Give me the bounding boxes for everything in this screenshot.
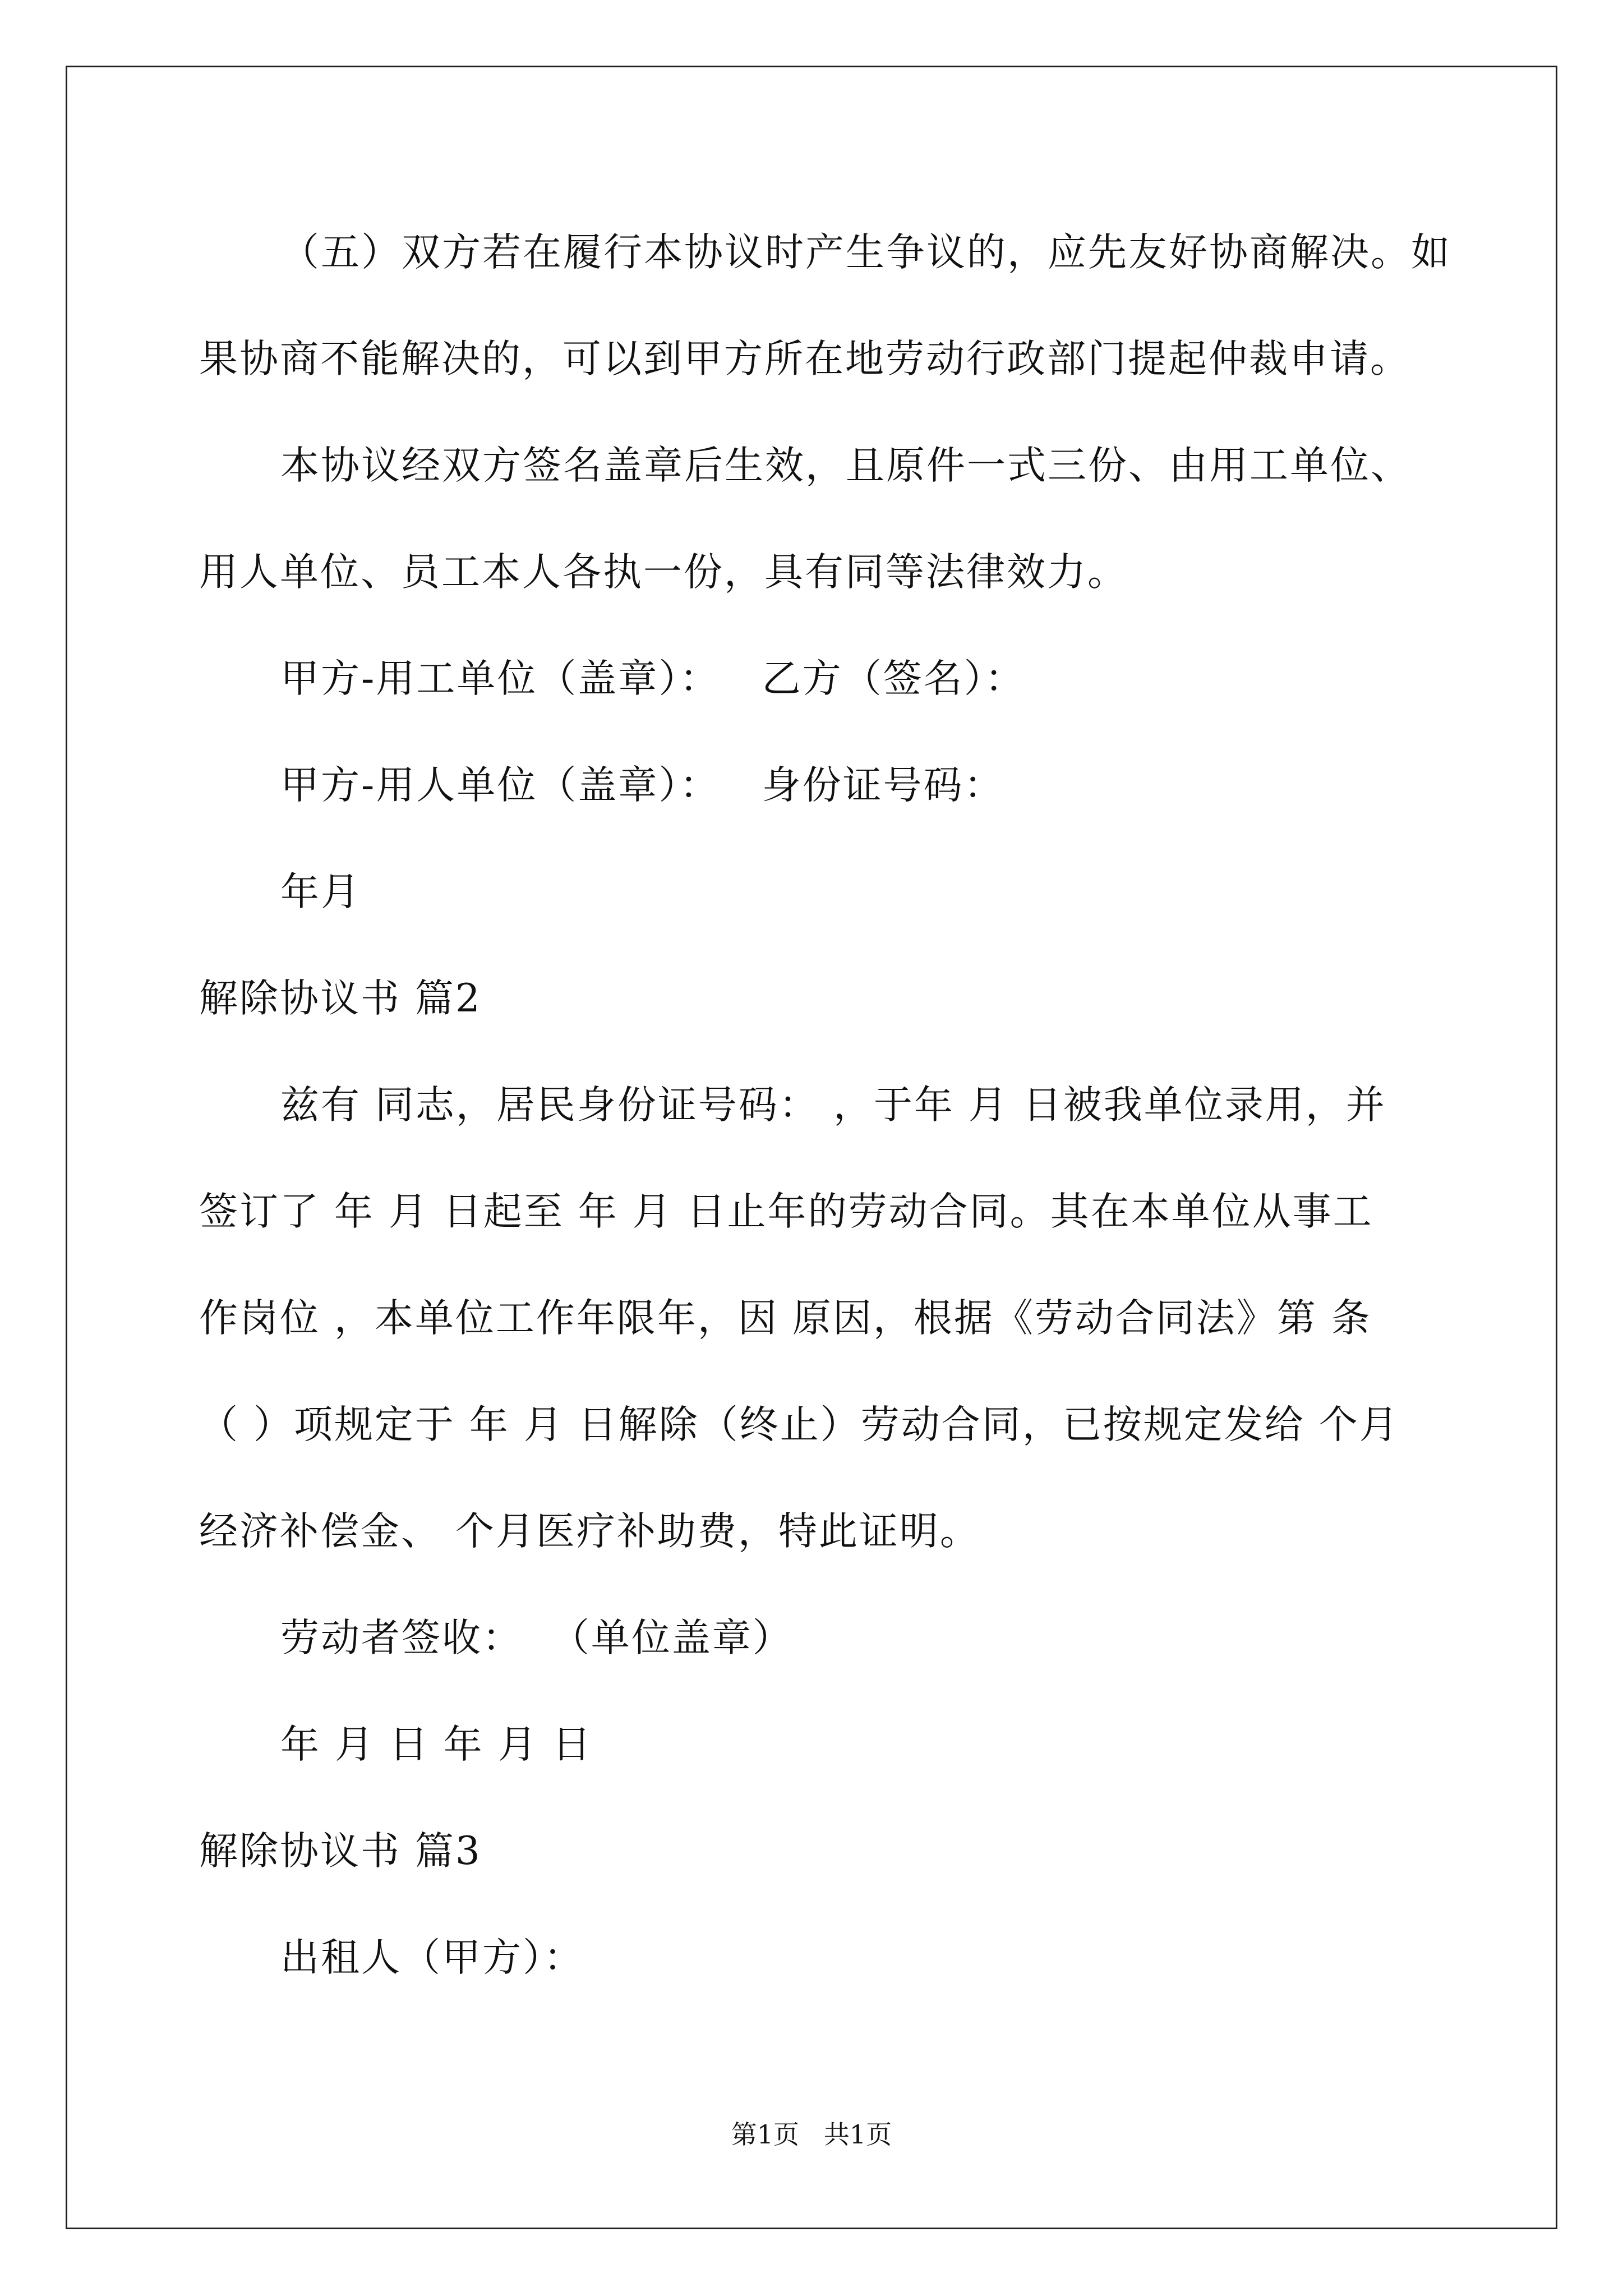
page-border (66, 66, 1557, 2229)
paragraph-line: 出租人（甲方）： (280, 1935, 584, 1980)
paragraph-line: 兹有 同志，居民身份证号码： ，于年 月 日被我单位录用，并 (280, 1083, 1386, 1128)
section-heading: 解除协议书 篇2 (199, 976, 482, 1021)
signature-line-party-a-hiring-unit: 甲方-用人单位（盖章）： 身份证号码： (280, 763, 1004, 808)
paragraph-line: （ ）项规定于 年 月 日解除（终止）劳动合同，已按规定发给 个月 (199, 1402, 1400, 1447)
date-line: 年月 (280, 869, 361, 914)
paragraph-line: 签订了 年 月 日起至 年 月 日止年的劳动合同。其在本单位从事工 (199, 1189, 1373, 1234)
paragraph-line: 果协商不能解决的，可以到甲方所在地劳动行政部门提起仲裁申请。 (199, 337, 1410, 381)
signature-line-party-a-employer: 甲方-用工单位（盖章）： 乙方（签名）： (280, 656, 1026, 701)
signature-line-worker: 劳动者签收： （单位盖章） (280, 1616, 793, 1660)
paragraph-line: 经济补偿金、 个月医疗补助费，特此证明。 (199, 1509, 980, 1554)
paragraph-line: （五）双方若在履行本协议时产生争议的，应先友好协商解决。如 (280, 230, 1451, 275)
date-line: 年 月 日 年 月 日 (280, 1722, 593, 1767)
section-heading: 解除协议书 篇3 (199, 1829, 482, 1874)
paragraph-line: 本协议经双方签名盖章后生效，且原件一式三份、由用工单位、 (280, 443, 1411, 488)
paragraph-line: 用人单位、员工本人各执一份，具有同等法律效力。 (199, 550, 1128, 595)
paragraph-line: 作岗位 ，本单位工作年限年，因 原因，根据《劳动合同法》第 条 (199, 1296, 1372, 1341)
page-number-footer: 第1页 共1页 (731, 2119, 892, 2150)
